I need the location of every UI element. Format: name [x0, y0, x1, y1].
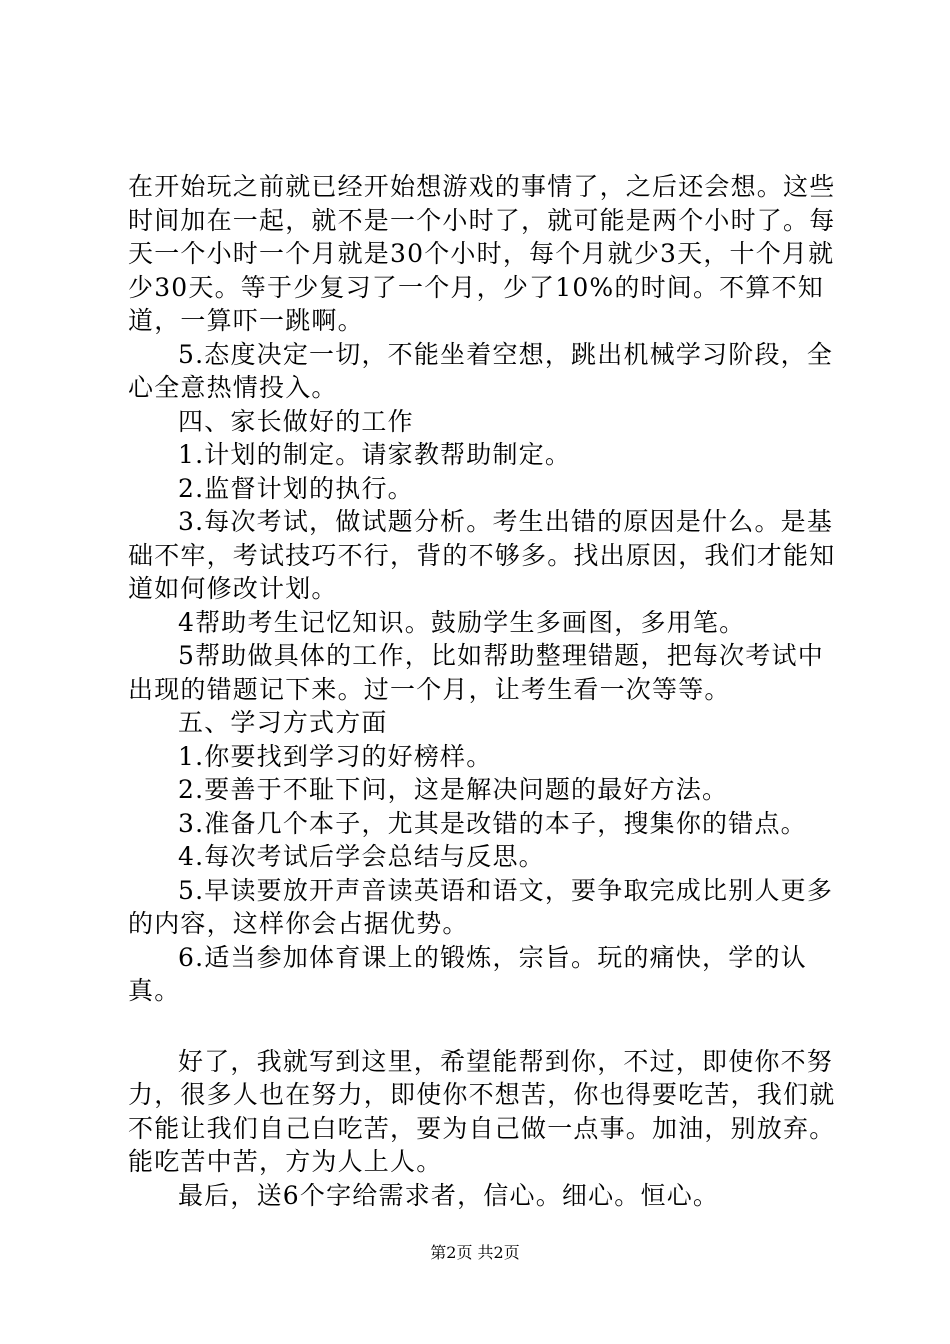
- paragraph: 好了，我就写到这里，希望能帮到你，不过，即使你不努力，很多人也在努力，即使你不想苦，你也得要吃苦，我们就不能让我们自己白吃苦，要为自己做一点事。加油，别放弃。能吃苦中苦，方为人上人。: [128, 1046, 836, 1176]
- paragraph: 2.要善于不耻下问，这是解决问题的最好方法。: [178, 775, 729, 804]
- paragraph: 1.你要找到学习的好榜样。: [178, 741, 493, 771]
- paragraphs-before: [128, 170, 838, 1008]
- paragraphs-after: [128, 1045, 838, 1213]
- paragraph: 2.监督计划的执行。: [178, 473, 414, 503]
- page-footer: 第2页 共2页: [430, 1243, 520, 1262]
- paragraph: 最后，送6个字给需求者，信心。细心。恒心。: [178, 1180, 720, 1210]
- paragraph: 四、家长做好的工作: [178, 406, 414, 436]
- paragraph: 3.准备几个本子，尤其是改错的本子，搜集你的错点。: [178, 808, 807, 838]
- paragraph: 五、学习方式方面: [178, 708, 388, 737]
- paragraph: 1.计划的制定。请家教帮助制定。: [178, 440, 572, 469]
- paragraph: 5帮助做具体的工作，比如帮助整理错题，把每次考试中出现的错题记下来。过一个月，让考生看一次等等。: [128, 641, 824, 704]
- paragraph: 5.态度决定一切，不能坐着空想，跳出机械学习阶段，全心全意热情投入。: [128, 339, 834, 402]
- paragraph: 3.每次考试，做试题分析。考生出错的原因是什么。是基础不牢，考试技巧不行，背的不够多。找出原因，我们才能知道如何修改计划。: [128, 507, 836, 603]
- document-body: [128, 170, 838, 1212]
- paragraph: 6.适当参加体育课上的锻炼，宗旨。玩的痛快，学的认真。: [128, 942, 807, 1005]
- paragraph: 4.每次考试后学会总结与反思。: [178, 842, 545, 871]
- paragraph: 在开始玩之前就已经开始想游戏的事情了，之后还会想。这些时间加在一起，就不是一个小时了，就可能是两个小时了。每天一个小时一个月就是30个小时，每个月就少3天，十个月就少30天。等于少复习了一个月，少了10%的时间。不算不知道，一算吓一跳啊。: [128, 172, 836, 335]
- paragraph: 5.早读要放开声音读英语和语文，要争取完成比别人更多的内容，这样你会占据优势。: [128, 875, 834, 938]
- paragraph-gap: [128, 1008, 838, 1045]
- paragraph: 4帮助考生记忆知识。鼓励学生多画图，多用笔。: [178, 607, 746, 637]
